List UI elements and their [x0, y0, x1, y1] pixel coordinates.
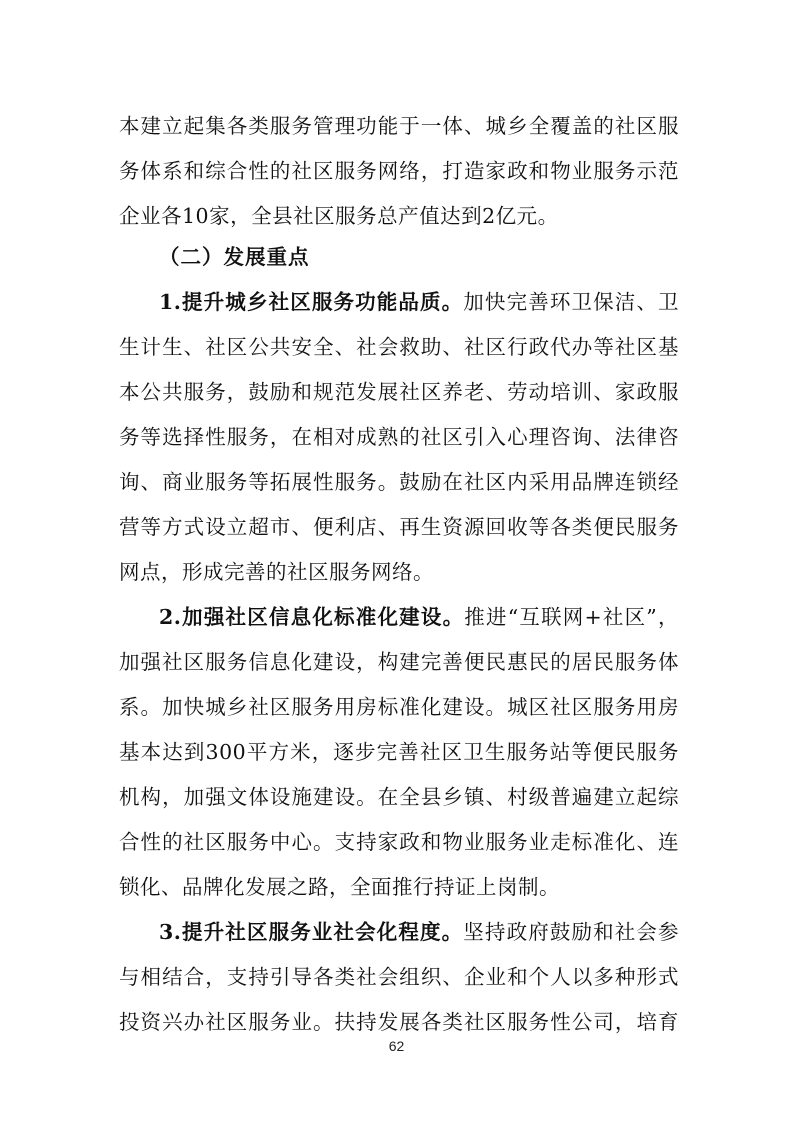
body-text-line: 本公共服务，鼓励和规范发展社区养老、劳动培训、家政服	[119, 380, 679, 404]
body-text-line: 营等方式设立超市、便利店、再生资源回收等各类便民服务	[119, 515, 679, 539]
body-text-line: 锁化、品牌化发展之路，全面推行持证上岗制。	[119, 875, 560, 899]
item-3-text: 坚持政府鼓励和社会参	[463, 920, 679, 944]
body-text-line: 网点，形成完善的社区服务网络。	[119, 560, 434, 584]
item-2-title: 2.加强社区信息化标准化建设。	[159, 605, 465, 629]
item-1-text: 加快完善环卫保洁、卫	[463, 290, 679, 314]
body-text-line: 务体系和综合性的社区服务网络，打造家政和物业服务示范	[119, 159, 679, 183]
item-2-first-line	[159, 603, 679, 631]
body-text-line: 询、商业服务等拓展性服务。鼓励在社区内采用品牌连锁经	[119, 470, 679, 494]
body-text-line: 企业各10家，全县社区服务总产值达到2亿元。	[119, 204, 559, 228]
item-2-text: 推进“互联网+社区”，	[464, 605, 679, 629]
body-text-line: 务等选择性服务，在相对成熟的社区引入心理咨询、法律咨	[119, 425, 679, 449]
body-text-line: 系。加快城乡社区服务用房标准化建设。城区社区服务用房	[119, 695, 679, 719]
section-heading: （二）发展重点	[159, 245, 310, 269]
body-text-line: 加强社区服务信息化建设，构建完善便民惠民的居民服务体	[119, 650, 679, 674]
item-1-title: 1.提升城乡社区服务功能品质。	[159, 290, 464, 314]
page-number: 62	[388, 1038, 405, 1054]
body-text-line: 本建立起集各类服务管理功能于一体、城乡全覆盖的社区服	[119, 114, 679, 138]
item-1-first-line	[159, 288, 679, 316]
body-text-line: 生计生、社区公共安全、社会救助、社区行政代办等社区基	[119, 335, 679, 359]
item-3-title: 3.提升社区服务业社会化程度。	[159, 920, 464, 944]
body-text-line: 基本达到300平方米，逐步完善社区卫生服务站等便民服务	[119, 740, 679, 764]
item-3-first-line	[159, 918, 679, 946]
body-text-line: 与相结合，支持引导各类社会组织、企业和个人以多种形式	[119, 965, 679, 989]
body-text-line: 投资兴办社区服务业。扶持发展各类社区服务性公司，培育	[119, 1010, 679, 1034]
body-text-line: 合性的社区服务中心。支持家政和物业服务业走标准化、连	[119, 830, 679, 854]
body-text-line: 机构，加强文体设施建设。在全县乡镇、村级普遍建立起综	[119, 785, 679, 809]
